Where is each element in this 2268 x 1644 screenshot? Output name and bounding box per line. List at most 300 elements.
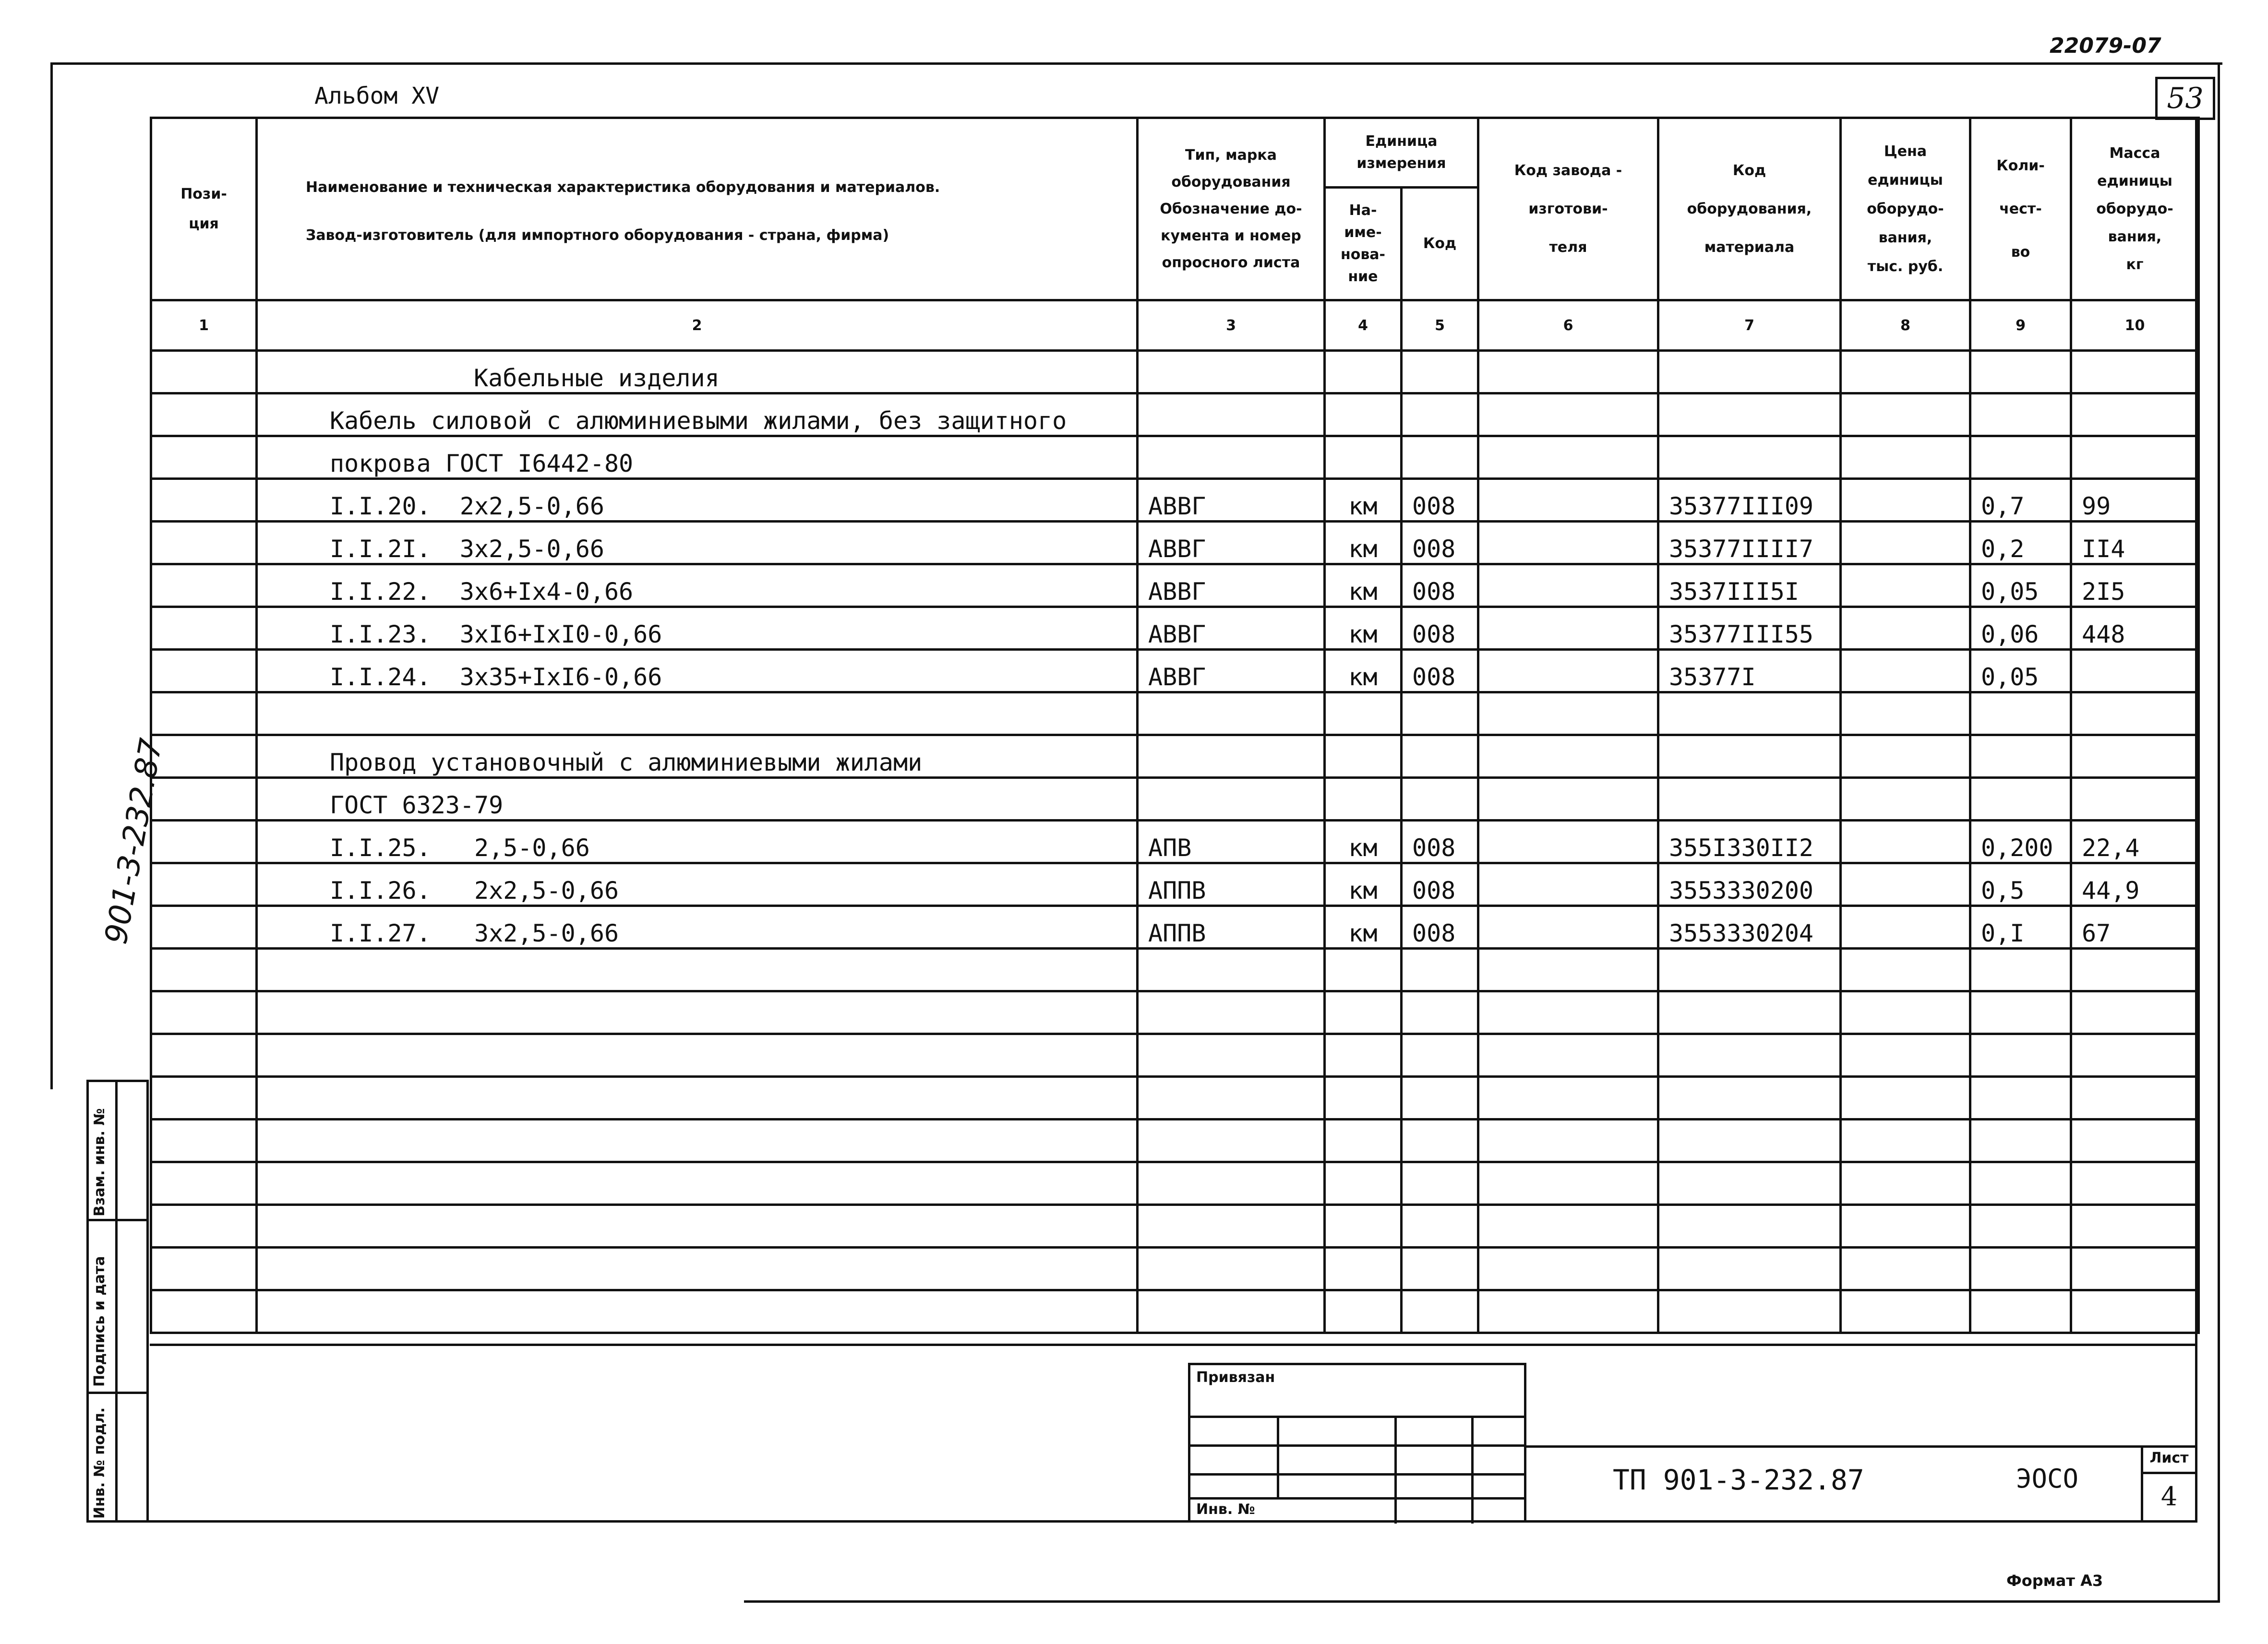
header-unit-name: На- име- нова- ние xyxy=(1325,188,1402,300)
inv-label: Инв. № xyxy=(1196,1501,1255,1518)
cell-unit: км xyxy=(1325,650,1402,692)
cell-unit xyxy=(1325,351,1402,393)
table-row xyxy=(151,1120,2199,1162)
sheet-label: Лист xyxy=(2149,1450,2189,1466)
cell-unit xyxy=(1325,393,1402,436)
cell-code: 008 xyxy=(1402,863,1478,906)
cell-price xyxy=(1841,778,1970,821)
cell-mass: II4 xyxy=(2071,522,2199,564)
table-row xyxy=(151,1248,2199,1290)
cell-mass xyxy=(2071,351,2199,393)
sheet-number-top: 53 xyxy=(2167,82,2204,115)
cell-type: АВВГ xyxy=(1138,650,1325,692)
cell-mass xyxy=(2071,949,2199,991)
table-row xyxy=(151,735,2199,778)
sheet-divider xyxy=(2143,1472,2197,1474)
cell-qty: 0,5 xyxy=(1970,863,2071,906)
cell-unit xyxy=(1325,692,1402,735)
cell-qty xyxy=(1970,351,2071,393)
cell-price xyxy=(1841,522,1970,564)
cell-factory xyxy=(1478,1290,1658,1333)
cell-mass xyxy=(2071,778,2199,821)
cell-code: 008 xyxy=(1402,522,1478,564)
cell-pos xyxy=(151,393,257,436)
side-code: 901-3-232.87 xyxy=(98,736,170,947)
cell-type xyxy=(1138,991,1325,1034)
cell-type xyxy=(1138,692,1325,735)
cell-code xyxy=(1402,949,1478,991)
cell-factory xyxy=(1478,351,1658,393)
table-row xyxy=(151,949,2199,991)
table-row xyxy=(151,522,2199,564)
table-row xyxy=(151,863,2199,906)
cell-code: 008 xyxy=(1402,650,1478,692)
cell-name: покрова ГОСТ I6442-80 xyxy=(257,436,1138,479)
col-num: 6 xyxy=(1478,300,1658,351)
cell-matcode xyxy=(1658,991,1841,1034)
table-row xyxy=(151,1205,2199,1248)
cell-unit: км xyxy=(1325,906,1402,949)
cell-matcode: 35377IIII7 xyxy=(1658,522,1841,564)
cell-mass: 99 xyxy=(2071,479,2199,522)
cell-factory xyxy=(1478,1077,1658,1120)
cell-pos xyxy=(151,906,257,949)
cell-price xyxy=(1841,1290,1970,1333)
cell-qty xyxy=(1970,1248,2071,1290)
col-num: 1 xyxy=(151,300,257,351)
header-unit-code: Код xyxy=(1402,188,1478,300)
cell-name xyxy=(257,692,1138,735)
cell-code xyxy=(1402,1248,1478,1290)
cell-price xyxy=(1841,1077,1970,1120)
cell-type xyxy=(1138,778,1325,821)
cell-qty xyxy=(1970,949,2071,991)
cell-qty xyxy=(1970,778,2071,821)
cell-qty xyxy=(1970,1034,2071,1077)
table-row xyxy=(151,991,2199,1034)
cell-pos xyxy=(151,479,257,522)
table-row xyxy=(151,479,2199,522)
cell-factory xyxy=(1478,735,1658,778)
cell-name: Кабель силовой с алюминиевыми жилами, без защитного xyxy=(257,393,1138,436)
cell-name xyxy=(257,949,1138,991)
cell-type: АВВГ xyxy=(1138,564,1325,607)
cell-pos xyxy=(151,436,257,479)
cell-price xyxy=(1841,692,1970,735)
cell-type xyxy=(1138,1205,1325,1248)
side-label-original-inv: Инв. № подл. xyxy=(91,1407,108,1519)
cell-name: I.I.25. 2,5-0,66 xyxy=(257,821,1138,863)
sheet-number-box xyxy=(2155,77,2215,120)
cell-unit: км xyxy=(1325,821,1402,863)
table-row xyxy=(151,906,2199,949)
cell-factory xyxy=(1478,949,1658,991)
cell-price xyxy=(1841,735,1970,778)
cell-unit: км xyxy=(1325,479,1402,522)
table-right-line xyxy=(2195,117,2197,1523)
sheet-bottom-line xyxy=(86,1520,2197,1523)
cell-type: АВВГ xyxy=(1138,522,1325,564)
cell-price xyxy=(1841,1120,1970,1162)
cell-matcode xyxy=(1658,692,1841,735)
cell-type xyxy=(1138,1290,1325,1333)
cell-pos xyxy=(151,1077,257,1120)
stamp-vline xyxy=(1277,1416,1279,1497)
cell-code xyxy=(1402,735,1478,778)
cell-code xyxy=(1402,351,1478,393)
cell-name xyxy=(257,1120,1138,1162)
cell-type xyxy=(1138,1120,1325,1162)
cell-code: 008 xyxy=(1402,607,1478,650)
binding-inner-line xyxy=(115,1080,118,1523)
cell-mass xyxy=(2071,650,2199,692)
cell-type: АВВГ xyxy=(1138,607,1325,650)
stamp-vline xyxy=(1471,1416,1474,1524)
header-name: Наименование и техническая характеристика оборудования и материалов. Завод-изготовитель (для импортного оборудования - страна, фирма) xyxy=(257,118,1138,300)
document-mark: ЭОСО xyxy=(2016,1464,2079,1494)
cell-name xyxy=(257,991,1138,1034)
cell-factory xyxy=(1478,821,1658,863)
cell-matcode xyxy=(1658,436,1841,479)
cell-factory xyxy=(1478,1205,1658,1248)
cell-code xyxy=(1402,1290,1478,1333)
cell-unit xyxy=(1325,436,1402,479)
cell-qty: 0,7 xyxy=(1970,479,2071,522)
cell-unit xyxy=(1325,1034,1402,1077)
header-material-code: Код оборудования, материала xyxy=(1658,118,1841,300)
cell-pos xyxy=(151,607,257,650)
cell-name xyxy=(257,1077,1138,1120)
cell-matcode xyxy=(1658,1120,1841,1162)
cell-pos xyxy=(151,564,257,607)
cell-matcode: 3537III5I xyxy=(1658,564,1841,607)
cell-type: АПВ xyxy=(1138,821,1325,863)
col-num: 5 xyxy=(1402,300,1478,351)
frame-left-top xyxy=(50,62,53,1089)
cell-name: Провод установочный с алюминиевыми жилами xyxy=(257,735,1138,778)
cell-name xyxy=(257,1205,1138,1248)
cell-mass xyxy=(2071,1162,2199,1205)
cell-pos xyxy=(151,1205,257,1248)
cell-qty: 0,05 xyxy=(1970,564,2071,607)
cell-pos xyxy=(151,351,257,393)
cell-name: Кабельные изделия xyxy=(257,351,1138,393)
cell-pos xyxy=(151,650,257,692)
cell-qty: 0,05 xyxy=(1970,650,2071,692)
cell-pos xyxy=(151,949,257,991)
cell-qty xyxy=(1970,436,2071,479)
stamp-line xyxy=(1190,1497,1526,1500)
cell-qty: 0,200 xyxy=(1970,821,2071,863)
cell-pos xyxy=(151,991,257,1034)
sheet-value: 4 xyxy=(2160,1481,2178,1512)
cell-matcode: 35377III09 xyxy=(1658,479,1841,522)
cell-qty: 0,06 xyxy=(1970,607,2071,650)
stamp-line xyxy=(1190,1473,1526,1476)
cell-factory xyxy=(1478,906,1658,949)
format-label: Формат А3 xyxy=(2006,1572,2103,1590)
column-number-row xyxy=(151,300,2199,351)
cell-code: 008 xyxy=(1402,564,1478,607)
cell-price xyxy=(1841,1162,1970,1205)
cell-type xyxy=(1138,735,1325,778)
cell-pos xyxy=(151,821,257,863)
cell-mass xyxy=(2071,991,2199,1034)
cell-qty: 0,I xyxy=(1970,906,2071,949)
cell-price xyxy=(1841,1248,1970,1290)
cell-factory xyxy=(1478,1248,1658,1290)
cell-code xyxy=(1402,778,1478,821)
side-label-signature-date: Подпись и дата xyxy=(91,1256,108,1387)
cell-type: АППВ xyxy=(1138,863,1325,906)
cell-matcode: 35377III55 xyxy=(1658,607,1841,650)
table-row xyxy=(151,436,2199,479)
privyazan-box xyxy=(1188,1363,1526,1523)
cell-factory xyxy=(1478,1120,1658,1162)
cell-name: I.I.22. 3х6+Iх4-0,66 xyxy=(257,564,1138,607)
cell-type xyxy=(1138,1034,1325,1077)
cell-unit: км xyxy=(1325,863,1402,906)
cell-matcode: 3553330204 xyxy=(1658,906,1841,949)
cell-code xyxy=(1402,991,1478,1034)
cell-matcode: 35377I xyxy=(1658,650,1841,692)
cell-price xyxy=(1841,351,1970,393)
binding-divider xyxy=(86,1392,149,1394)
col-num: 2 xyxy=(257,300,1138,351)
cell-mass xyxy=(2071,1205,2199,1248)
cell-factory xyxy=(1478,607,1658,650)
cell-mass xyxy=(2071,436,2199,479)
col-num: 7 xyxy=(1658,300,1841,351)
sheet-box xyxy=(2141,1445,2197,1523)
cell-qty xyxy=(1970,1077,2071,1120)
table-bottom-line xyxy=(150,1344,2197,1346)
table-row xyxy=(151,393,2199,436)
cell-code xyxy=(1402,393,1478,436)
cell-mass xyxy=(2071,1290,2199,1333)
cell-price xyxy=(1841,949,1970,991)
cell-factory xyxy=(1478,863,1658,906)
cell-type: АВВГ xyxy=(1138,479,1325,522)
cell-unit xyxy=(1325,735,1402,778)
cell-type xyxy=(1138,949,1325,991)
cell-mass xyxy=(2071,393,2199,436)
cell-name: I.I.20. 2х2,5-0,66 xyxy=(257,479,1138,522)
cell-unit xyxy=(1325,949,1402,991)
cell-matcode xyxy=(1658,1077,1841,1120)
cell-matcode xyxy=(1658,351,1841,393)
header-row-1 xyxy=(151,118,2199,188)
registration-code: 22079-07 xyxy=(2050,34,2161,58)
cell-mass xyxy=(2071,1077,2199,1120)
cell-mass xyxy=(2071,1034,2199,1077)
cell-matcode: 355I330II2 xyxy=(1658,821,1841,863)
cell-price xyxy=(1841,436,1970,479)
cell-type xyxy=(1138,436,1325,479)
cell-unit xyxy=(1325,1120,1402,1162)
cell-name xyxy=(257,1290,1138,1333)
cell-mass xyxy=(2071,1248,2199,1290)
cell-name: I.I.26. 2х2,5-0,66 xyxy=(257,863,1138,906)
album-title: Альбом XV xyxy=(314,83,440,109)
cell-unit xyxy=(1325,1205,1402,1248)
col-num: 9 xyxy=(1970,300,2071,351)
cell-pos xyxy=(151,522,257,564)
cell-mass: 67 xyxy=(2071,906,2199,949)
cell-type xyxy=(1138,1248,1325,1290)
cell-price xyxy=(1841,863,1970,906)
table-body xyxy=(151,351,2199,1333)
cell-factory xyxy=(1478,479,1658,522)
cell-code: 008 xyxy=(1402,821,1478,863)
cell-qty xyxy=(1970,735,2071,778)
equipment-spec-table xyxy=(150,117,2200,1334)
cell-mass xyxy=(2071,692,2199,735)
frame-top xyxy=(50,62,2222,65)
cell-name: ГОСТ 6323-79 xyxy=(257,778,1138,821)
cell-mass: 22,4 xyxy=(2071,821,2199,863)
header-unit-group: Единица измерения xyxy=(1325,118,1478,188)
title-block-top xyxy=(1526,1445,2196,1448)
cell-unit xyxy=(1325,1290,1402,1333)
header-position: Пози- ция xyxy=(151,118,257,300)
table-row xyxy=(151,1162,2199,1205)
cell-type xyxy=(1138,1162,1325,1205)
cell-price xyxy=(1841,1034,1970,1077)
cell-type xyxy=(1138,1077,1325,1120)
table-row xyxy=(151,821,2199,863)
cell-mass xyxy=(2071,735,2199,778)
cell-unit xyxy=(1325,1162,1402,1205)
cell-factory xyxy=(1478,991,1658,1034)
cell-price xyxy=(1841,1205,1970,1248)
header-factory-code: Код завода - изготови- теля xyxy=(1478,118,1658,300)
cell-factory xyxy=(1478,436,1658,479)
cell-mass: 2I5 xyxy=(2071,564,2199,607)
cell-qty xyxy=(1970,1162,2071,1205)
table-row xyxy=(151,607,2199,650)
table-row xyxy=(151,1290,2199,1333)
header-price: Цена единицы оборудо- вания, тыс. руб. xyxy=(1841,118,1970,300)
table-row xyxy=(151,564,2199,607)
col-num: 8 xyxy=(1841,300,1970,351)
cell-price xyxy=(1841,564,1970,607)
cell-code xyxy=(1402,1120,1478,1162)
cell-unit: км xyxy=(1325,522,1402,564)
col-num: 3 xyxy=(1138,300,1325,351)
cell-mass xyxy=(2071,1120,2199,1162)
frame-bottom xyxy=(744,1600,2220,1603)
cell-matcode xyxy=(1658,949,1841,991)
document-code: ТП 901-3-232.87 xyxy=(1613,1464,1864,1496)
cell-mass: 44,9 xyxy=(2071,863,2199,906)
cell-qty xyxy=(1970,1205,2071,1248)
cell-matcode xyxy=(1658,1290,1841,1333)
cell-matcode xyxy=(1658,1162,1841,1205)
cell-factory xyxy=(1478,778,1658,821)
table-row xyxy=(151,1034,2199,1077)
cell-price xyxy=(1841,393,1970,436)
binding-divider xyxy=(86,1219,149,1221)
cell-price xyxy=(1841,821,1970,863)
cell-unit xyxy=(1325,991,1402,1034)
stamp-line xyxy=(1190,1416,1526,1418)
cell-type: АППВ xyxy=(1138,906,1325,949)
cell-unit xyxy=(1325,778,1402,821)
cell-code: 008 xyxy=(1402,906,1478,949)
cell-matcode xyxy=(1658,1248,1841,1290)
table-row xyxy=(151,1077,2199,1120)
cell-price xyxy=(1841,991,1970,1034)
table-row xyxy=(151,778,2199,821)
cell-pos xyxy=(151,692,257,735)
cell-unit: км xyxy=(1325,607,1402,650)
cell-matcode xyxy=(1658,393,1841,436)
cell-qty xyxy=(1970,1120,2071,1162)
cell-matcode xyxy=(1658,735,1841,778)
cell-factory xyxy=(1478,650,1658,692)
cell-name: I.I.2I. 3х2,5-0,66 xyxy=(257,522,1138,564)
cell-factory xyxy=(1478,564,1658,607)
cell-name xyxy=(257,1034,1138,1077)
cell-type xyxy=(1138,393,1325,436)
cell-factory xyxy=(1478,393,1658,436)
header-mass: Масса единицы оборудо- вания, кг xyxy=(2071,118,2199,300)
cell-type xyxy=(1138,351,1325,393)
cell-unit xyxy=(1325,1077,1402,1120)
cell-pos xyxy=(151,1290,257,1333)
cell-factory xyxy=(1478,692,1658,735)
frame-right xyxy=(2218,62,2220,1603)
cell-name xyxy=(257,1248,1138,1290)
cell-factory xyxy=(1478,1034,1658,1077)
cell-name xyxy=(257,1162,1138,1205)
stamp-line xyxy=(1190,1444,1526,1447)
cell-price xyxy=(1841,650,1970,692)
table-row xyxy=(151,351,2199,393)
cell-matcode xyxy=(1658,1034,1841,1077)
cell-code xyxy=(1402,692,1478,735)
cell-qty xyxy=(1970,1290,2071,1333)
header-quantity: Коли- чест- во xyxy=(1970,118,2071,300)
cell-price xyxy=(1841,607,1970,650)
cell-name: I.I.24. 3х35+IхI6-0,66 xyxy=(257,650,1138,692)
cell-qty xyxy=(1970,692,2071,735)
cell-factory xyxy=(1478,1162,1658,1205)
cell-pos xyxy=(151,1120,257,1162)
cell-code xyxy=(1402,1034,1478,1077)
privyazan-label: Привязан xyxy=(1196,1369,1275,1386)
cell-price xyxy=(1841,906,1970,949)
cell-matcode: 3553330200 xyxy=(1658,863,1841,906)
header-type: Тип, марка оборудования Обозначение до- кумента и номер опросного листа xyxy=(1138,118,1325,300)
cell-code: 008 xyxy=(1402,479,1478,522)
cell-matcode xyxy=(1658,778,1841,821)
cell-name: I.I.27. 3х2,5-0,66 xyxy=(257,906,1138,949)
table-row xyxy=(151,650,2199,692)
col-num: 10 xyxy=(2071,300,2199,351)
cell-price xyxy=(1841,479,1970,522)
cell-qty: 0,2 xyxy=(1970,522,2071,564)
cell-mass: 448 xyxy=(2071,607,2199,650)
cell-pos xyxy=(151,1162,257,1205)
cell-code xyxy=(1402,436,1478,479)
col-num: 4 xyxy=(1325,300,1402,351)
cell-pos xyxy=(151,778,257,821)
cell-qty xyxy=(1970,991,2071,1034)
cell-pos xyxy=(151,1034,257,1077)
cell-factory xyxy=(1478,522,1658,564)
